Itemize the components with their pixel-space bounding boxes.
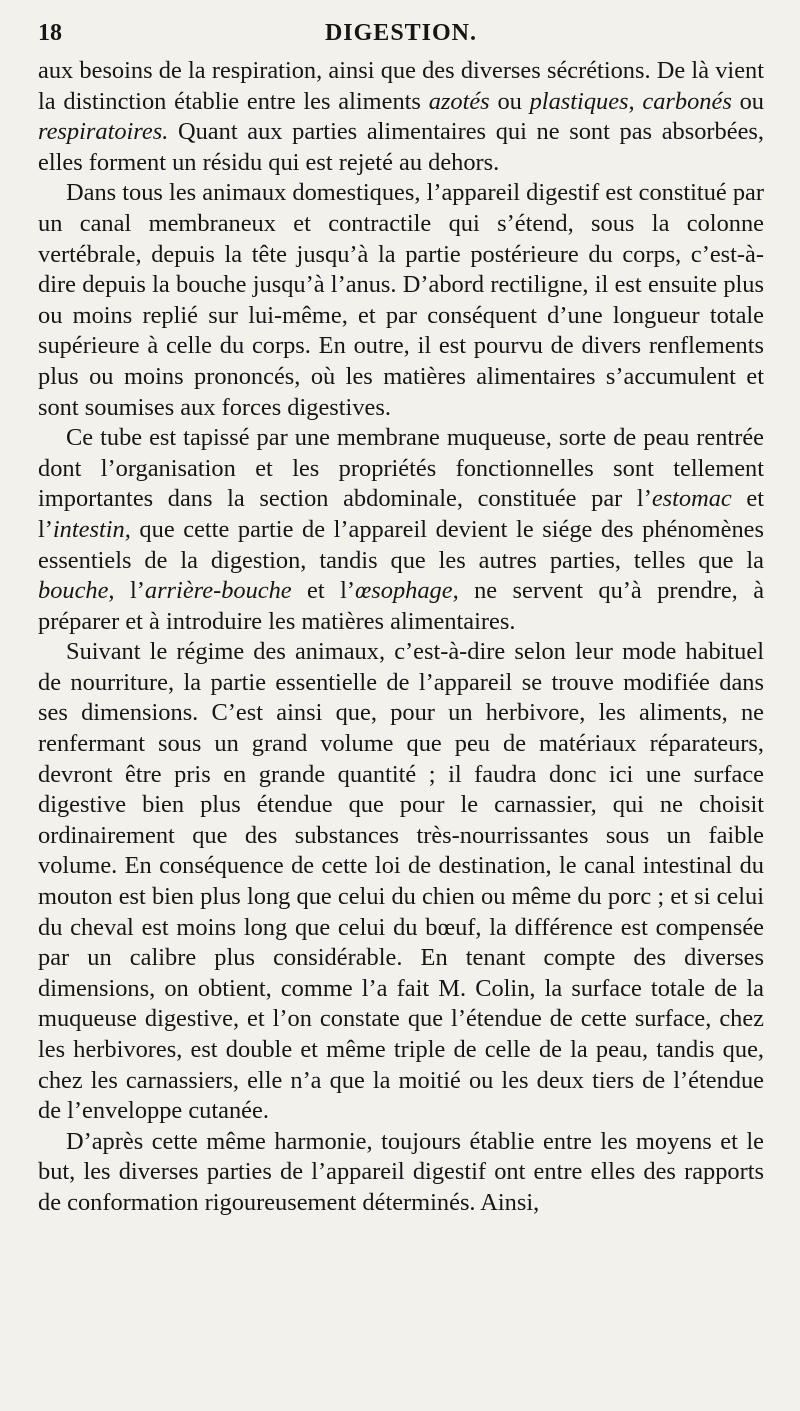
text-run: ne servent qu’à prendre, à préparer et à introduire les matières alimentaires.	[38, 577, 765, 635]
page-number: 18	[38, 20, 62, 46]
running-title: DIGESTION.	[324, 20, 478, 46]
italic-term: arrière-bouche	[144, 577, 292, 605]
italic-term: intestin,	[52, 515, 131, 543]
italic-term: estomac	[651, 485, 732, 513]
italic-term: azotés	[428, 87, 490, 115]
text-run: ou	[731, 87, 764, 115]
text-run: Ce tube est tapissé par une membrane muqueuse, sorte de peau rentrée dont l’organisation et les propriétés fonctionnelles sont tellement importantes dans la section abdominale, constituée par l’	[38, 424, 764, 513]
text-run: Suivant le régime des animaux, c’est-à-dire selon leur mode habituel de nourriture, la partie essentielle de l’appareil se trouve modifiée dans ses dimensions. C’est ainsi que, pour un herbivore, les aliments, ne renfermant sous un grand volume que peu de matériaux réparateurs, devront être pris en grande quantité ; il faudra donc ici une surface digestive bien plus étendue que pour le carnassier, qui ne choisit ordinairement que des substances très-nourrissantes sous un faible volume. En conséquence de cette loi de destination, le canal intestinal du mouton est bien plus long que celui du chien ou même du porc ; et si celui du cheval est moins long que celui du bœuf, la différence est compensée par un calibre plus considérable. En tenant compte des diverses dimensions, on obtient, comme l’a fait M. Colin, la surface totale de la muqueuse digestive, et l’on constate que l’étendue de cette surface, chez les herbivores, est double et même triple de celle de la peau, tandis que, chez les carnassiers, elle n’a que la moitié ou les deux tiers de l’étendue de l’enveloppe cutanée.	[38, 638, 764, 1125]
page-header	[38, 20, 764, 56]
body-text	[38, 56, 764, 1219]
text-run: Dans tous les animaux domestiques, l’appareil digestif est constitué par un canal membraneux et contractile qui s’étend, sous la colonne vertébrale, depuis la tête jusqu’à la partie postérieure du corps, c’est-à-dire depuis la bouche jusqu’à l’anus. D’abord rectiligne, il est ensuite plus ou moins replié sur lui-même, et par conséquent d’une longueur totale supérieure à celle du corps. En outre, il est pourvu de divers renflements plus ou moins prononcés, où les matières alimentaires s’accumulent et sont soumises aux forces digestives.	[38, 179, 764, 421]
text-run: et l’	[38, 485, 765, 543]
paragraph	[38, 178, 764, 423]
text-run: que cette partie de l’appareil devient le siége des phénomènes essentiels de la digestion, tandis que les autres parties, telles que la	[38, 515, 764, 574]
paragraph	[38, 423, 764, 637]
text-run: aux besoins de la respiration, ainsi que des diverses sécrétions. De là vient la distinction établie entre les aliments	[38, 57, 764, 115]
text-run: Quant aux parties alimentaires qui ne sont pas absorbées, elles forment un résidu qui est rejeté au dehors.	[38, 118, 764, 176]
paragraph	[38, 1127, 764, 1219]
text-run: ou	[489, 87, 530, 115]
italic-term: œsophage,	[355, 577, 459, 605]
text-run: D’après cette même harmonie, toujours établie entre les moyens et le but, les diverses parties de l’appareil digestif ont entre elles des rapports de conformation rigoureusement déterminés. Ainsi,	[38, 1127, 764, 1216]
italic-term: plastiques, carbonés	[529, 87, 732, 115]
italic-term: respiratoires.	[38, 118, 169, 146]
paragraph	[38, 637, 764, 1127]
italic-term: bouche,	[38, 577, 115, 605]
text-run: l’	[114, 577, 145, 605]
paragraph	[38, 56, 764, 178]
text-run: et l’	[291, 577, 355, 605]
